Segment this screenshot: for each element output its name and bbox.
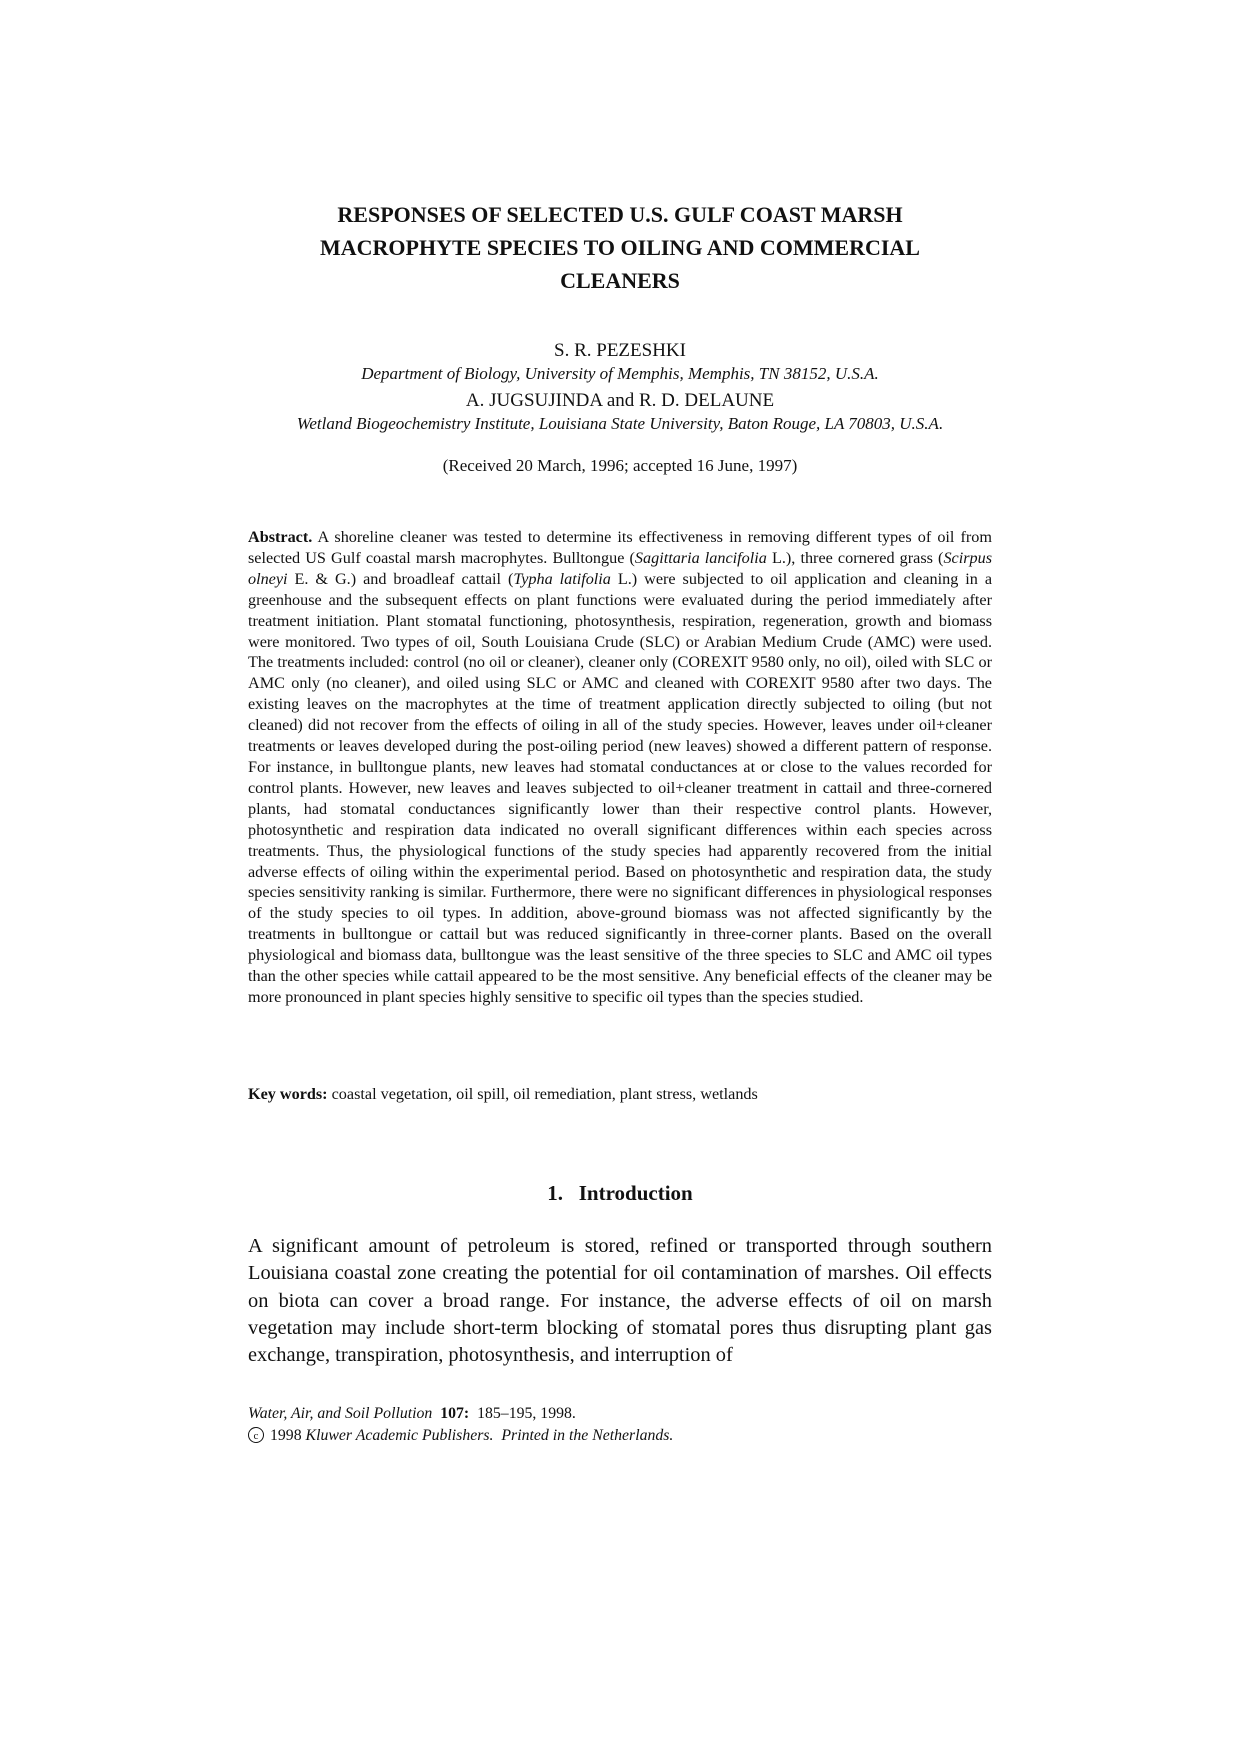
journal-volume: 107: xyxy=(440,1405,470,1422)
section-heading xyxy=(250,1180,990,1206)
abstract-text-1: A shoreline cleaner was tested to determine its effectiveness in removing different types of oil from selected US Gulf coastal marsh macrophytes. Bulltongue ( xyxy=(248,528,992,567)
publisher-name: Kluwer Academic Publishers. xyxy=(305,1427,494,1444)
abstract-species-1: Sagittaria lancifolia xyxy=(634,548,767,567)
keywords-text: coastal vegetation, oil spill, oil remediation, plant stress, wetlands xyxy=(327,1085,758,1103)
title-line-1: RESPONSES OF SELECTED U.S. GULF COAST MARSH xyxy=(337,202,903,227)
publication-footer xyxy=(248,1403,992,1447)
abstract-label: Abstract. xyxy=(248,528,313,546)
section-title: Introduction xyxy=(578,1181,693,1205)
author-1-name: S. R. PEZESHKI xyxy=(554,340,686,361)
abstract-species-2: Scirpus olneyi xyxy=(248,548,993,588)
author-2-affiliation: Wetland Biogeochemistry Institute, Louisiana State University, Baton Rouge, LA 70803, U.S.A. xyxy=(296,414,944,433)
journal-citation xyxy=(248,1403,992,1425)
keywords-label: Key words: xyxy=(248,1085,328,1103)
copyright-year: 1998 xyxy=(270,1427,302,1444)
copyright-line xyxy=(248,1425,992,1447)
author-1-affiliation: Department of Biology, University of Memphis, Memphis, TN 38152, U.S.A. xyxy=(361,364,879,383)
paper-title xyxy=(250,198,990,297)
received-dates: (Received 20 March, 1996; accepted 16 June, 1997) xyxy=(442,456,798,475)
title-line-2: MACROPHYTE SPECIES TO OILING AND COMMERCIAL xyxy=(320,235,920,260)
abstract-species-3: Typha latifolia xyxy=(513,569,611,588)
abstract xyxy=(248,527,992,1008)
printed-location: Printed in the Netherlands. xyxy=(501,1427,674,1444)
introduction-paragraph: A significant amount of petroleum is stored, refined or transported through southern Louisiana coastal zone creating the potential for oil contamination of marshes. Oil effects on biota can cover a broad range. For instance, the adverse effects of oil on marsh vegetation may include short-term blocking of stomatal pores thus disrupting plant gas exchange, transpiration, photosynthesis, and interruption of xyxy=(248,1235,992,1367)
abstract-text-4: L.) were subjected to oil application and cleaning in a greenhouse and the subsequent effects on plant functions were evaluated during the period immediately after treatment initiation. Plant stomatal functioning, photosynthesis, respiration, regeneration, growth and biomass were monitored. Two types of oil, South Louisiana Crude (SLC) or Arabian Medium Crude (AMC) were used. The treatments included: control (no oil or cleaner), cleaner only (COREXIT 9580 only, no oil), oiled with SLC or AMC only (no cleaner), and oiled using SLC or AMC and cleaned with COREXIT 9580 after two days. The existing leaves on the macrophytes at the time of treatment application directly subjected to oiling (but not cleaned) did not recover from the effects of oiling in all of the study species. However, leaves under oil+cleaner treatments or leaves developed during the post-oiling period (new leaves) showed a different pattern of response. For instance, in bulltongue plants, new leaves had stomatal conductances at or close to the values recorded for control plants. However, new leaves and leaves subjected to oil+cleaner treatment in cattail and three-cornered plants, had stomatal conductances significantly lower than their respective control plants. However, photosynthetic and respiration data indicated no overall significant differences within each species across treatments. Thus, the physiological functions of the study species had apparently recovered from the initial adverse effects of oiling within the experimental period. Based on photosynthetic and respiration data, the study species sensitivity ranking is similar. Furthermore, there were no significant differences in physiological responses of the study species to oil types. In addition, above-ground biomass was not affected significantly by the treatments in bulltongue or cattail but was reduced significantly in three-corner plants. Based on the overall physiological and biomass data, bulltongue was the least sensitive of the three species to SLC and AMC oil types than the other species while cattail appeared to be the most sensitive. Any beneficial effects of the cleaner may be more pronounced in plant species highly sensitive to specific oil types than the species studied. xyxy=(248,569,993,1006)
copyright-icon: c xyxy=(248,1427,264,1443)
abstract-text-3: E. & G.) and broadleaf cattail ( xyxy=(287,569,514,588)
author-2-name: A. JUGSUJINDA and R. D. DELAUNE xyxy=(465,390,775,411)
section-number: 1. xyxy=(547,1181,563,1205)
keywords xyxy=(248,1084,992,1105)
journal-pages: 185–195, 1998. xyxy=(477,1405,576,1422)
journal-name: Water, Air, and Soil Pollution xyxy=(248,1405,433,1422)
abstract-text-2: L.), three cornered grass ( xyxy=(766,548,944,567)
title-line-3: CLEANERS xyxy=(560,268,680,293)
